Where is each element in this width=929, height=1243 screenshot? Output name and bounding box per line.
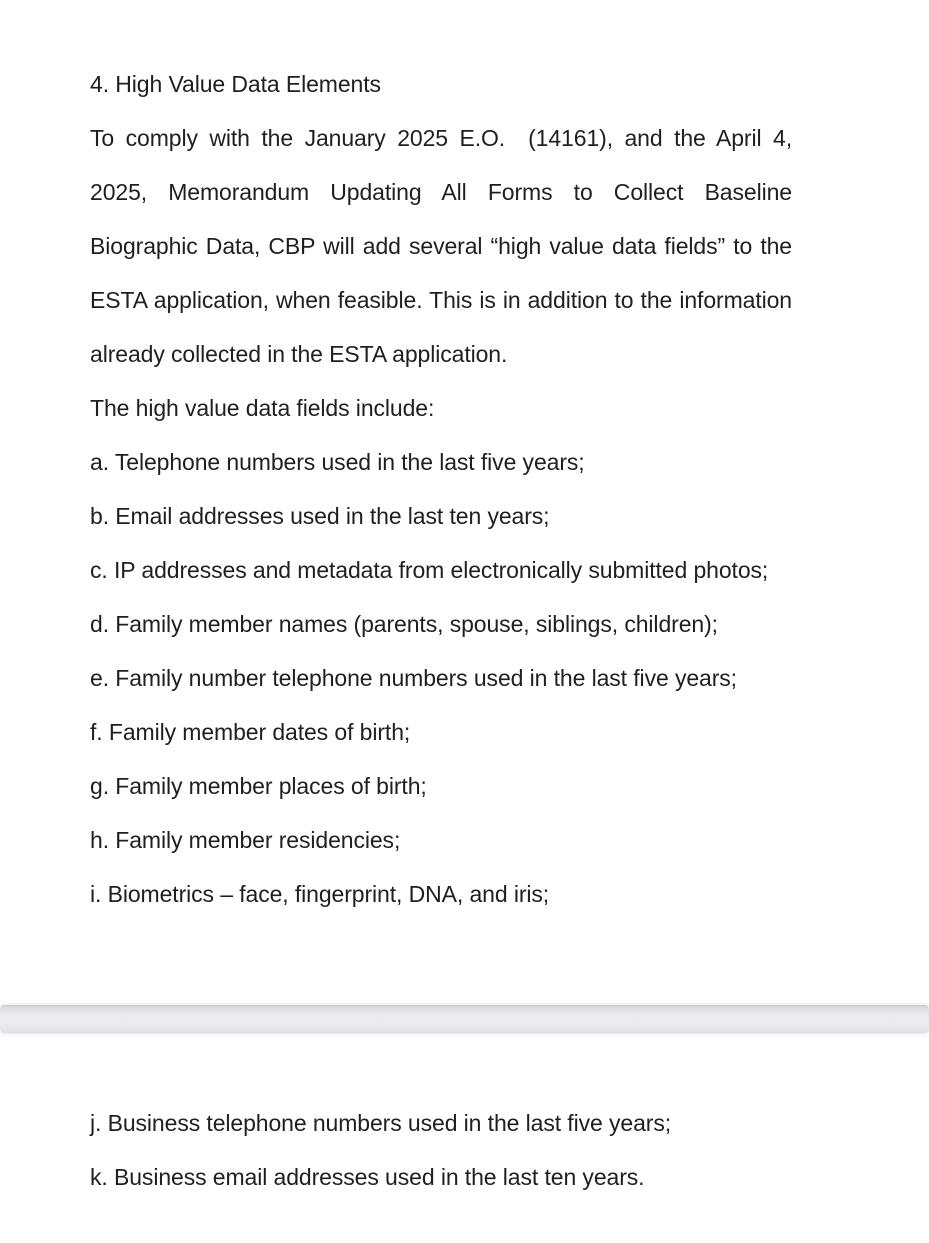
list-item-k: k. Business email addresses used in the last ten years. [90, 1164, 645, 1190]
list-item-i: i. Biometrics – face, fingerprint, DNA, and iris; [90, 881, 550, 907]
list-item-g: g. Family member places of birth; [90, 773, 427, 799]
list-item-b: b. Email addresses used in the last ten years; [90, 503, 550, 529]
document-page-2 [0, 1033, 929, 1204]
list-item-h: h. Family member residencies; [90, 827, 401, 853]
list-item-c: c. IP addresses and metadata from electronically submitted photos; [90, 557, 769, 583]
page-break-separator [0, 1005, 929, 1033]
paragraph-line: already collected in the ESTA application. [90, 341, 508, 367]
paragraph-line: To comply with the January 2025 E.O. (14161), and the April 4, [90, 125, 792, 151]
section-heading: 4. High Value Data Elements [90, 71, 381, 97]
paragraph-line: Biographic Data, CBP will add several “high value data fields” to the [90, 233, 792, 259]
list-item-j: j. Business telephone numbers used in the last five years; [90, 1110, 672, 1136]
paragraph-line: ESTA application, when feasible. This is in addition to the information [90, 287, 792, 313]
list-item-a: a. Telephone numbers used in the last five years; [90, 449, 585, 475]
list-item-d: d. Family member names (parents, spouse, siblings, children); [90, 611, 718, 637]
list-intro: The high value data fields include: [90, 395, 435, 421]
list-item-e: e. Family number telephone numbers used in the last five years; [90, 665, 737, 691]
list-item-f: f. Family member dates of birth; [90, 719, 411, 745]
paragraph-line: 2025, Memorandum Updating All Forms to Collect Baseline [90, 179, 792, 205]
